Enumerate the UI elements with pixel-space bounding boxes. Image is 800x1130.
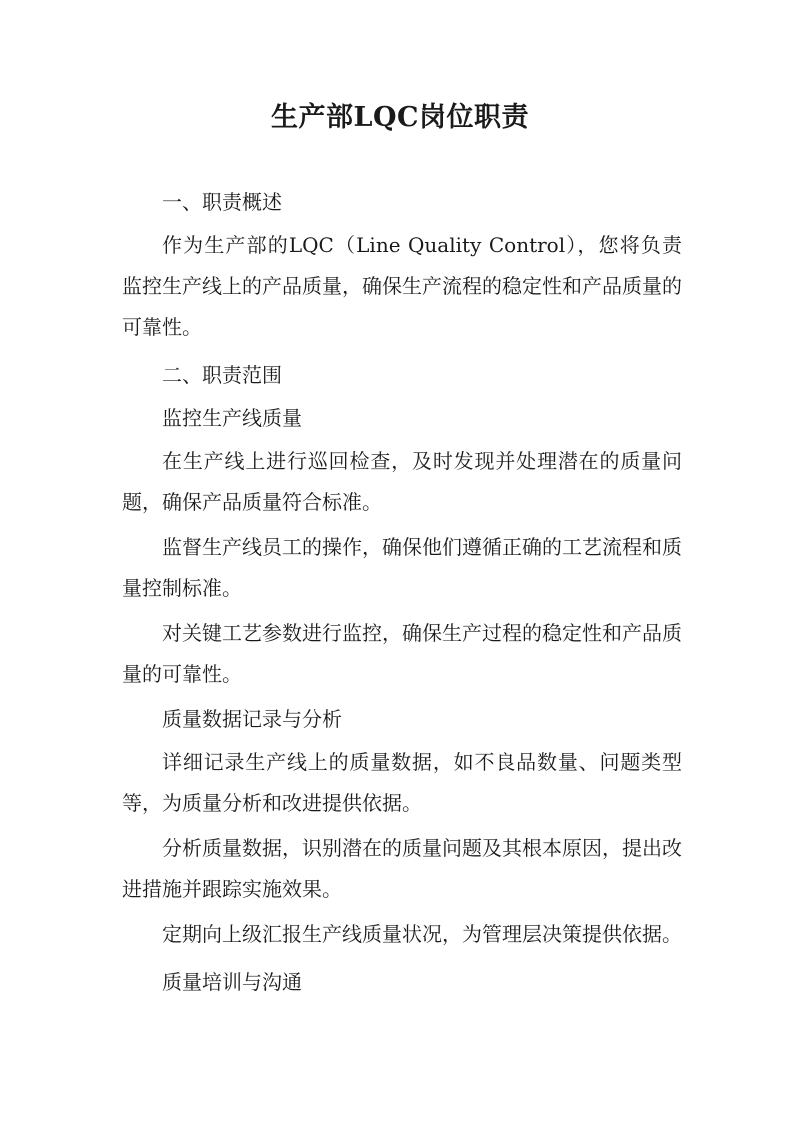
paragraph: 定期向上级汇报生产线质量状况，为管理层决策提供依据。 <box>162 922 682 946</box>
paragraph: 监督生产线员工的操作，确保他们遵循正确的工艺流程和质量控制标准。 <box>122 535 682 600</box>
section-heading-overview: 一、职责概述 <box>162 190 282 214</box>
subsection-heading: 质量培训与沟通 <box>162 970 302 994</box>
paragraph: 对关键工艺参数进行监控，确保生产过程的稳定性和产品质量的可靠性。 <box>122 621 682 686</box>
paragraph: 分析质量数据，识别潜在的质量问题及其根本原因，提出改进措施并跟踪实施效果。 <box>122 836 682 901</box>
paragraph: 在生产线上进行巡回检查，及时发现并处理潜在的质量问题，确保产品质量符合标准。 <box>122 449 682 514</box>
paragraph: 详细记录生产线上的质量数据，如不良品数量、问题类型等，为质量分析和改进提供依据。 <box>122 750 682 815</box>
paragraph: 作为生产部的LQC（Line Quality Control），您将负责监控生产线上的产品质量，确保生产流程的稳定性和产品质量的可靠性。 <box>122 233 682 339</box>
document-title: 生产部LQC岗位职责 <box>271 102 529 133</box>
subsection-heading: 质量数据记录与分析 <box>162 707 342 731</box>
document-body <box>122 182 682 1003</box>
subsection-heading: 监控生产线质量 <box>162 406 302 430</box>
section-heading-scope: 二、职责范围 <box>162 363 282 387</box>
